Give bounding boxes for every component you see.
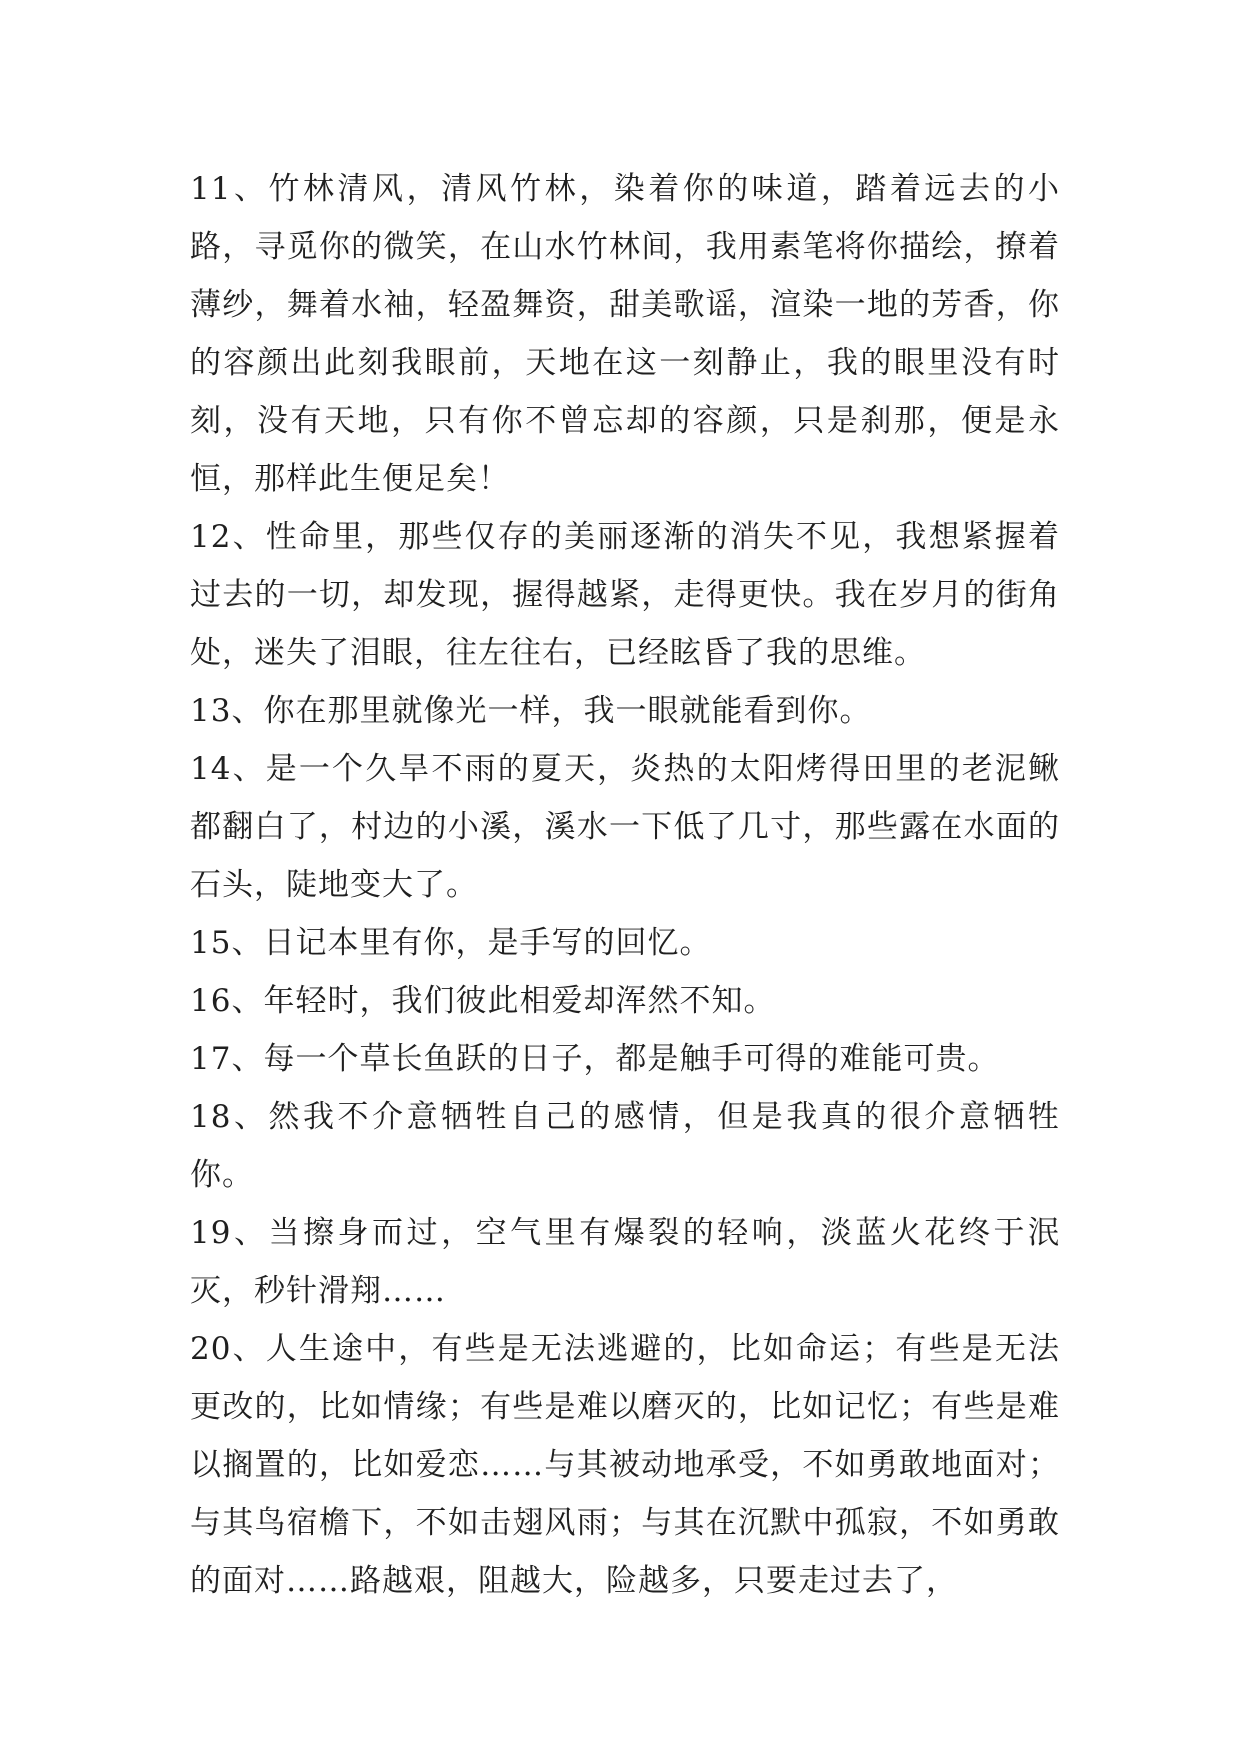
paragraph-18: 18、然我不介意牺牲自己的感情，但是我真的很介意牺牲你。 xyxy=(190,1099,1060,1193)
paragraph-14: 14、是一个久旱不雨的夏天，炎热的太阳烤得田里的老泥鳅都翻白了，村边的小溪，溪水一下低了几寸，那些露在水面的石头，陡地变大了。 xyxy=(190,751,1060,903)
paragraph-12: 12、性命里，那些仅存的美丽逐渐的消失不见，我想紧握着过去的一切，却发现，握得越紧，走得更快。我在岁月的街角处，迷失了泪眼，往左往右，已经眩昏了我的思维。 xyxy=(190,519,1060,671)
document-body xyxy=(190,160,1060,1610)
paragraph-17: 17、每一个草长鱼跃的日子，都是触手可得的难能可贵。 xyxy=(190,1041,1000,1077)
paragraph-19: 19、当擦身而过，空气里有爆裂的轻响，淡蓝火花终于泯灭，秒针滑翔…… xyxy=(190,1215,1060,1309)
paragraph-13: 13、你在那里就像光一样，我一眼就能看到你。 xyxy=(190,693,872,729)
paragraph-16: 16、年轻时，我们彼此相爱却浑然不知。 xyxy=(190,983,776,1019)
paragraph-11: 11、竹林清风，清风竹林，染着你的味道，踏着远去的小路，寻觅你的微笑，在山水竹林间，我用素笔将你描绘，撩着薄纱，舞着水袖，轻盈舞资，甜美歌谣，渲染一地的芳香，你的容颜出此刻我眼前，天地在这一刻静止，我的眼里没有时刻，没有天地，只有你不曾忘却的容颜，只是刹那，便是永恒，那样此生便足矣！ xyxy=(190,171,1060,497)
paragraph-15: 15、日记本里有你，是手写的回忆。 xyxy=(190,925,712,961)
paragraph-20: 20、人生途中，有些是无法逃避的，比如命运；有些是无法更改的，比如情缘；有些是难以磨灭的，比如记忆；有些是难以搁置的，比如爱恋……与其被动地承受，不如勇敢地面对；与其鸟宿檐下，不如击翅风雨；与其在沉默中孤寂，不如勇敢的面对……路越艰，阻越大，险越多，只要走过去了， xyxy=(190,1331,1060,1599)
